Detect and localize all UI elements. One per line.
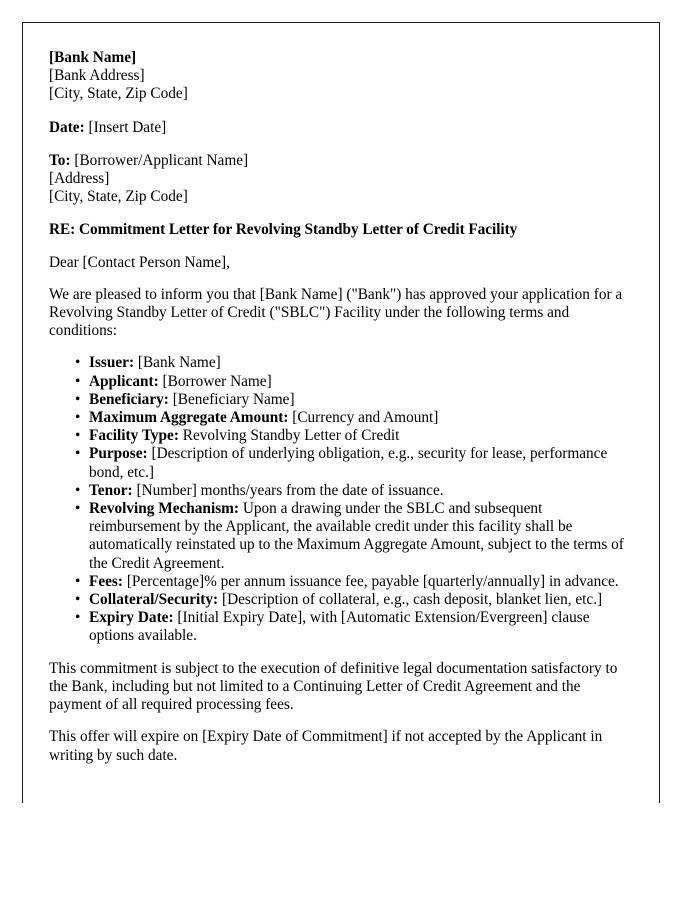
sender-city-state-zip: [City, State, Zip Code] [49, 85, 188, 103]
term-value: [Borrower Name] [162, 372, 272, 390]
terms-list [49, 354, 630, 645]
term-label: Facility Type: [89, 427, 179, 445]
closing-paragraph-1: This commitment is subject to the execution of definitive legal documentation satisfactory to the Bank, including but not limited to a Continuing Letter of Credit Agreement and the payment of all required processing fees. [49, 659, 618, 714]
term-value: [Beneficiary Name] [172, 390, 295, 408]
list-item [49, 391, 630, 409]
spacer [49, 714, 630, 728]
term-value: Revolving Standby Letter of Credit [182, 427, 400, 445]
list-item [49, 445, 630, 481]
term-value: [Initial Expiry Date], with [Automatic Extension/Evergreen] clause options available. [89, 609, 590, 645]
sender-address-block [49, 49, 630, 104]
term-value: [Percentage]% per annum issuance fee, payable [quarterly/annually] in advance. [126, 572, 619, 590]
spacer [49, 240, 630, 254]
salutation: Dear [Contact Person Name], [49, 253, 230, 271]
term-label: Maximum Aggregate Amount: [89, 409, 289, 427]
term-value: [Bank Name] [137, 354, 221, 372]
recipient-label: To: [49, 151, 71, 169]
date-line [49, 119, 630, 137]
list-item [49, 573, 630, 591]
list-item [49, 482, 630, 500]
subject-line: RE: Commitment Letter for Revolving Standby Letter of Credit Facility [49, 221, 518, 239]
list-item [49, 609, 630, 645]
closing-paragraph-2: This offer will expire on [Expiry Date of Commitment] if not accepted by the Applicant in writing by such date. [49, 728, 603, 764]
recipient-name-line [49, 152, 630, 170]
list-item [49, 354, 630, 372]
recipient-name: [Borrower/Applicant Name] [74, 151, 249, 169]
recipient-address-block [49, 152, 630, 207]
term-label: Fees: [89, 572, 123, 590]
term-label: Issuer: [89, 354, 135, 372]
document-body [23, 23, 659, 765]
term-label: Tenor: [89, 481, 133, 499]
sender-name: [Bank Name] [49, 49, 137, 66]
list-item [49, 427, 630, 445]
spacer [49, 206, 630, 221]
list-item [49, 591, 630, 609]
document-page [22, 22, 660, 803]
term-value: [Number] months/years from the date of issuance. [136, 481, 444, 499]
term-label: Applicant: [89, 372, 159, 390]
date-label: Date: [49, 118, 85, 136]
recipient-city-state-zip: [City, State, Zip Code] [49, 188, 188, 206]
term-label: Purpose: [89, 445, 148, 463]
term-value: [Description of underlying obligation, e.g., security for lease, performance bond, etc.] [89, 445, 608, 481]
recipient-street: [Address] [49, 170, 110, 188]
list-item [49, 409, 630, 427]
spacer [49, 137, 630, 152]
term-value: [Description of collateral, e.g., cash deposit, blanket lien, etc.] [221, 591, 603, 609]
term-label: Revolving Mechanism: [89, 500, 239, 518]
date-value: [Insert Date] [88, 118, 167, 136]
spacer [49, 646, 630, 660]
term-label: Beneficiary: [89, 390, 169, 408]
list-item [49, 500, 630, 573]
term-value: Upon a drawing under the SBLC and subsequent reimbursement by the Applicant, the available credit under this facility shall be automatically reinstated up to the Maximum Aggregate Amount, subject to the terms of the Credit Agreement. [89, 500, 624, 572]
term-label: Collateral/Security: [89, 591, 219, 609]
sender-street: [Bank Address] [49, 67, 145, 85]
spacer [49, 340, 630, 354]
term-value: [Currency and Amount] [292, 409, 439, 427]
spacer [49, 272, 630, 286]
spacer [49, 104, 630, 119]
term-label: Expiry Date: [89, 609, 174, 627]
intro-paragraph: We are pleased to inform you that [Bank Name] ("Bank") has approved your application for a Revolving Standby Letter of Credit ("SBLC") Facility under the following terms and conditions: [49, 285, 623, 340]
list-item [49, 373, 630, 391]
